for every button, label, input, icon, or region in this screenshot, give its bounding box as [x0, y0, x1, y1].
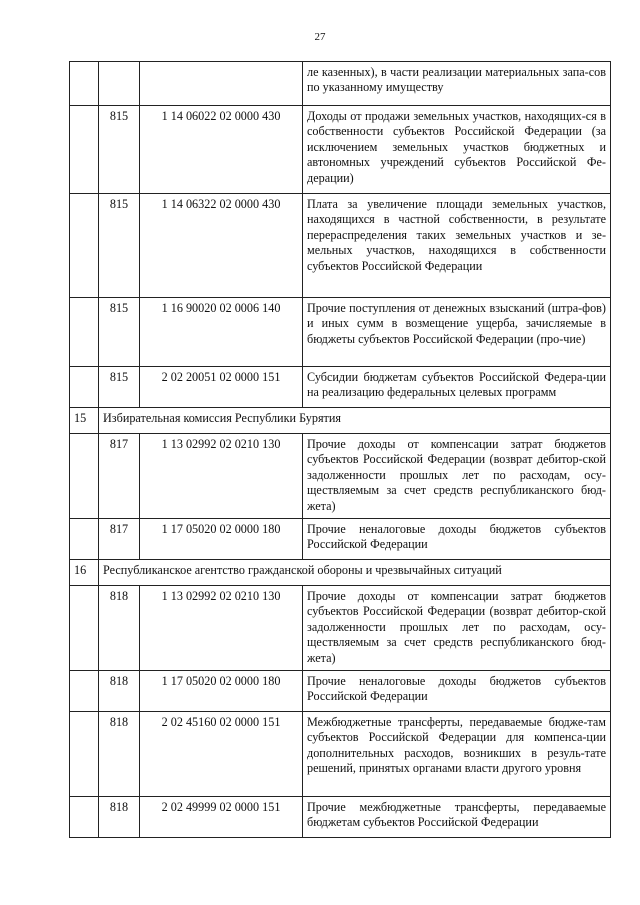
- budget-classification-code: 2 02 49999 02 0000 151: [140, 797, 303, 838]
- table-row: [70, 106, 611, 194]
- administrator-code: 817: [99, 434, 140, 519]
- administrator-code: 815: [99, 194, 140, 298]
- table-row: [70, 434, 611, 519]
- section-number: 15: [70, 408, 99, 434]
- section-number-cell: [70, 519, 99, 560]
- table-row: [70, 797, 611, 838]
- administrator-code: 818: [99, 671, 140, 712]
- section-number-cell: [70, 194, 99, 298]
- revenue-description: Прочие неналоговые доходы бюджетов субъектов Российской Федерации: [303, 671, 611, 712]
- table-row: [70, 671, 611, 712]
- organization-name: Республиканское агентство гражданской обороны и чрезвычайных ситуаций: [99, 560, 611, 586]
- budget-classification-code: 2 02 20051 02 0000 151: [140, 367, 303, 408]
- budget-classification-code: 1 14 06322 02 0000 430: [140, 194, 303, 298]
- administrator-code: 818: [99, 797, 140, 838]
- administrator-code: 815: [99, 106, 140, 194]
- section-number-cell: [70, 298, 99, 367]
- budget-classification-code: 1 13 02992 02 0210 130: [140, 434, 303, 519]
- revenue-description: Межбюджетные трансферты, передаваемые бюдже-там субъектов Российской Федерации для компенса-ции дополнительных расходов, возникших в резуль-тате решений, принятых органами власти другого уровня: [303, 712, 611, 797]
- revenue-description: Доходы от продажи земельных участков, находящих-ся в собственности субъектов Российской Федерации (за исключением земельных участков бюджетных и автономных учреждений субъектов Российской Фе-дерации): [303, 106, 611, 194]
- organization-name: Избирательная комиссия Республики Бурятия: [99, 408, 611, 434]
- revenue-description: Прочие межбюджетные трансферты, передаваемые бюджетам субъектов Российской Федерации: [303, 797, 611, 838]
- organization-row: [70, 408, 611, 434]
- table-row: [70, 194, 611, 298]
- page-number: 27: [314, 31, 326, 43]
- section-number-cell: [70, 797, 99, 838]
- budget-classification-code: 1 14 06022 02 0000 430: [140, 106, 303, 194]
- administrator-code: 818: [99, 712, 140, 797]
- administrator-code: 818: [99, 586, 140, 671]
- budget-classification-code: 1 17 05020 02 0000 180: [140, 671, 303, 712]
- table-row: [70, 62, 611, 106]
- revenue-classification-table: [69, 61, 611, 838]
- budget-classification-code: 1 17 05020 02 0000 180: [140, 519, 303, 560]
- section-number-cell: [70, 586, 99, 671]
- revenue-description: Прочие неналоговые доходы бюджетов субъектов Российской Федерации: [303, 519, 611, 560]
- section-number-cell: [70, 367, 99, 408]
- budget-classification-code: 1 16 90020 02 0006 140: [140, 298, 303, 367]
- organization-row: [70, 560, 611, 586]
- section-number-cell: [70, 62, 99, 106]
- section-number-cell: [70, 106, 99, 194]
- section-number-cell: [70, 434, 99, 519]
- budget-classification-code: [140, 62, 303, 106]
- table-row: [70, 586, 611, 671]
- budget-classification-code: 1 13 02992 02 0210 130: [140, 586, 303, 671]
- revenue-description: ле казенных), в части реализации материальных запа-сов по указанному имуществу: [303, 62, 611, 106]
- table-row: [70, 519, 611, 560]
- administrator-code: 815: [99, 298, 140, 367]
- section-number-cell: [70, 712, 99, 797]
- revenue-description: Субсидии бюджетам субъектов Российской Федера-ции на реализацию федеральных целевых программ: [303, 367, 611, 408]
- revenue-description: Прочие доходы от компенсации затрат бюджетов субъектов Российской Федерации (возврат дебитор-ской задолженности прошлых лет по расходам, осу-ществляемым за счет средств республиканского бюд-жета): [303, 586, 611, 671]
- administrator-code: 817: [99, 519, 140, 560]
- section-number-cell: [70, 671, 99, 712]
- table-row: [70, 298, 611, 367]
- table-body: [70, 62, 611, 838]
- budget-classification-code: 2 02 45160 02 0000 151: [140, 712, 303, 797]
- table-row: [70, 367, 611, 408]
- administrator-code: 815: [99, 367, 140, 408]
- revenue-description: Прочие доходы от компенсации затрат бюджетов субъектов Российской Федерации (возврат дебитор-ской задолженности прошлых лет по расходам, осу-ществляемым за счет средств республиканского бюд-жета): [303, 434, 611, 519]
- section-number: 16: [70, 560, 99, 586]
- revenue-description: Прочие поступления от денежных взысканий (штра-фов) и иных сумм в возмещение ущерба, зачисляемые в бюджеты субъектов Российской Федерации (про-чие): [303, 298, 611, 367]
- table-row: [70, 712, 611, 797]
- revenue-description: Плата за увеличение площади земельных участков, находящихся в частной собственности, в результате перераспределения таких земельных участков и зе-мельных участков, находящихся в собственности субъектов Российской Федерации: [303, 194, 611, 298]
- administrator-code: [99, 62, 140, 106]
